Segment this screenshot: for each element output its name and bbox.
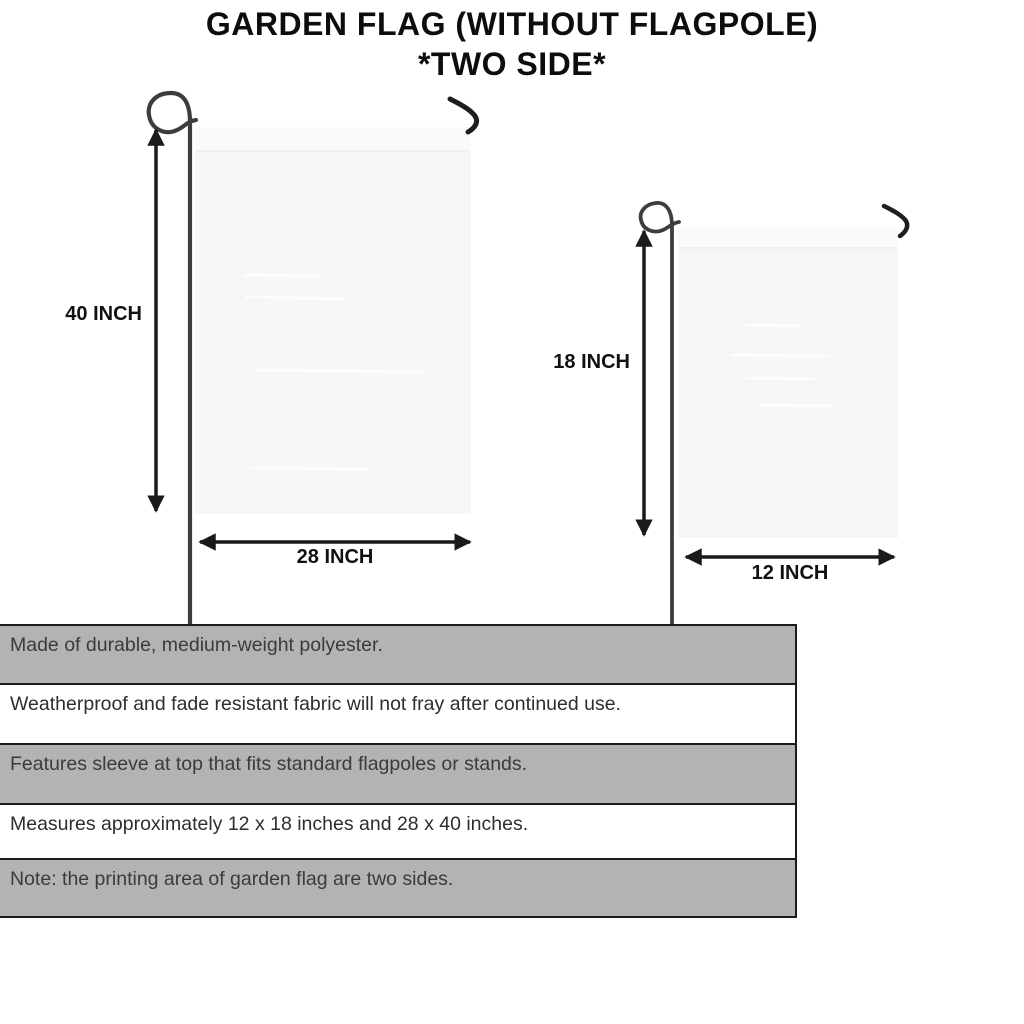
large-flag-sleeve — [195, 127, 471, 151]
page-title-line2: *TWO SIDE* — [417, 46, 607, 82]
feature-row — [0, 858, 795, 918]
small-flag-pole — [641, 203, 679, 624]
feature-row — [0, 803, 795, 858]
small-flag-sleeve — [678, 228, 898, 248]
page-title-line1: GARDEN FLAG (WITHOUT FLAGPOLE) — [205, 6, 819, 42]
feature-row-text: Features sleeve at top that fits standard flagpoles or stands. — [10, 753, 528, 775]
feature-row-text: Made of durable, medium-weight polyester. — [10, 634, 383, 656]
small-flag — [641, 203, 908, 624]
feature-row — [0, 624, 795, 683]
feature-row — [0, 743, 795, 803]
large-flag-height-label: 40 INCH — [65, 303, 142, 325]
feature-row — [0, 683, 795, 743]
feature-row-text: Note: the printing area of garden flag are two sides. — [10, 868, 454, 890]
feature-row-text: Measures approximately 12 x 18 inches and 28 x 40 inches. — [10, 813, 529, 835]
small-flag-width-label: 12 INCH — [751, 562, 829, 584]
feature-table — [0, 624, 797, 918]
small-flag-fabric — [678, 228, 898, 538]
large-flag-width-label: 28 INCH — [296, 546, 374, 568]
large-flag-fabric — [195, 127, 471, 514]
large-flag — [149, 93, 477, 624]
feature-row-text: Weatherproof and fade resistant fabric will not fray after continued use. — [10, 693, 621, 715]
small-flag-height-label: 18 INCH — [553, 351, 630, 373]
